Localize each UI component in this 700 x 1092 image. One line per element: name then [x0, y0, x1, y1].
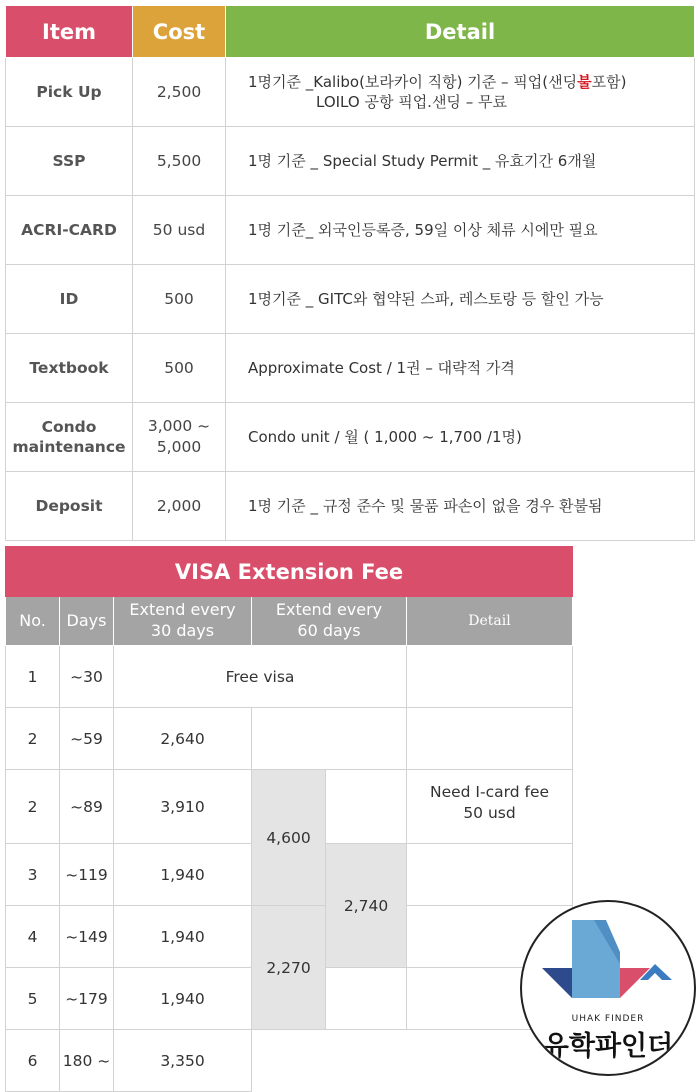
table-row — [6, 58, 695, 127]
header-detail: Detail — [226, 6, 695, 58]
every30-cell: 1,940 — [114, 844, 252, 906]
detail-cell: 1명 기준 _ 규정 준수 및 물품 파손이 없을 경우 환불됨 — [226, 472, 695, 541]
every60-empty-cell — [252, 708, 407, 770]
days-cell: ~119 — [60, 844, 114, 906]
cost-cell: 5,500 — [133, 127, 226, 196]
table-row — [6, 906, 573, 968]
no-cell: 5 — [6, 968, 60, 1030]
no-cell: 3 — [6, 844, 60, 906]
column-no: No. — [6, 597, 60, 646]
every30-cell: 3,350 — [114, 1030, 252, 1092]
table-row — [6, 646, 573, 708]
detail-note-line2: 50 usd — [463, 803, 516, 822]
every60-empty-cell — [252, 1030, 407, 1092]
detail-cell: 1명 기준 _ Special Study Permit _ 유효기간 6개월 — [226, 127, 695, 196]
detail-cell: Condo unit / 월 ( 1,000 ~ 1,700 /1명) — [226, 403, 695, 472]
table-row — [6, 708, 573, 770]
every60-cell: 2,270 — [252, 906, 326, 1030]
column-extend-30-l2: 30 days — [150, 621, 215, 640]
table-row — [6, 265, 695, 334]
days-cell: ~30 — [60, 646, 114, 708]
column-extend-60-l2: 60 days — [297, 621, 361, 640]
every60-empty-cell — [326, 968, 407, 1030]
every30-cell: 3,910 — [114, 770, 252, 844]
item-cell: Textbook — [6, 334, 133, 403]
every60-empty-cell — [326, 770, 407, 844]
cost-cell: 50 usd — [133, 196, 226, 265]
header-item: Item — [6, 6, 133, 58]
cost-cell — [133, 403, 226, 472]
detail-cell — [407, 844, 573, 906]
detail-cell: 1명 기준_ 외국인등록증, 59일 이상 체류 시에만 필요 — [226, 196, 695, 265]
item-cell: Pick Up — [6, 58, 133, 127]
cost-cell: 2,500 — [133, 58, 226, 127]
header-cost: Cost — [133, 6, 226, 58]
no-cell: 1 — [6, 646, 60, 708]
item-cell: SSP — [6, 127, 133, 196]
cost-line1: 3,000 ~ — [147, 417, 211, 436]
visa-header-row — [6, 597, 573, 646]
table-row — [6, 127, 695, 196]
days-cell: ~149 — [60, 906, 114, 968]
every30-cell: 1,940 — [114, 906, 252, 968]
detail-cell: Approximate Cost / 1권 – 대략적 가격 — [226, 334, 695, 403]
no-cell: 2 — [6, 708, 60, 770]
no-cell: 6 — [6, 1030, 60, 1092]
detail-cell — [407, 646, 573, 708]
table-row — [6, 472, 695, 541]
detail-cell — [407, 770, 573, 844]
visa-table-title: VISA Extension Fee — [6, 547, 573, 597]
cost-cell: 2,000 — [133, 472, 226, 541]
days-cell: ~89 — [60, 770, 114, 844]
item-line2: maintenance — [12, 438, 126, 456]
no-cell: 4 — [6, 906, 60, 968]
column-extend-30-l1: Extend every — [129, 600, 236, 620]
column-extend-60-l1: Extend every — [275, 600, 383, 620]
detail-text-line2: LOILO 공항 픽업.샌딩 – 무료 — [316, 93, 507, 111]
column-days: Days — [60, 597, 114, 646]
detail-text: 포함) — [591, 72, 627, 91]
item-line1: Condo — [41, 417, 97, 436]
table-row — [6, 196, 695, 265]
item-cell: ACRI-CARD — [6, 196, 133, 265]
column-extend-30 — [114, 597, 252, 646]
detail-note-line1: Need I-card fee — [430, 783, 550, 801]
every30-cell: 1,940 — [114, 968, 252, 1030]
detail-cell — [226, 58, 695, 127]
fees-table — [5, 5, 695, 541]
detail-cell: 1명기준 _ GITC와 협약된 스파, 레스토랑 등 할인 가능 — [226, 265, 695, 334]
table-row — [6, 334, 695, 403]
cost-line2: 5,000 — [156, 438, 202, 456]
item-cell: ID — [6, 265, 133, 334]
days-cell: ~179 — [60, 968, 114, 1030]
table-row — [6, 1030, 573, 1092]
uhak-finder-logo — [520, 900, 696, 1076]
fees-header-row — [6, 6, 695, 58]
item-cell — [6, 403, 133, 472]
no-cell: 2 — [6, 770, 60, 844]
column-extend-60 — [252, 597, 407, 646]
cost-cell: 500 — [133, 265, 226, 334]
every30-cell: 2,640 — [114, 708, 252, 770]
days-cell: ~59 — [60, 708, 114, 770]
table-row — [6, 403, 695, 472]
detail-text: 1명기준 _Kalibo(보라카이 직항) 기준 – 픽업(샌딩 — [248, 72, 578, 91]
logo-small-text: UHAK FINDER — [571, 1014, 645, 1024]
table-row — [6, 770, 573, 844]
column-detail: Detail — [407, 597, 573, 646]
free-visa-cell: Free visa — [114, 646, 407, 708]
detail-cell — [407, 708, 573, 770]
item-cell: Deposit — [6, 472, 133, 541]
visa-extension-table — [5, 546, 573, 1092]
days-cell: 180 ~ — [60, 1030, 114, 1092]
every60-cell: 4,600 — [252, 770, 326, 906]
cost-cell: 500 — [133, 334, 226, 403]
logo-big-text: 유학파인더 — [542, 1031, 674, 1062]
every60-cell: 2,740 — [326, 844, 407, 968]
detail-highlight: 불 — [577, 72, 592, 91]
